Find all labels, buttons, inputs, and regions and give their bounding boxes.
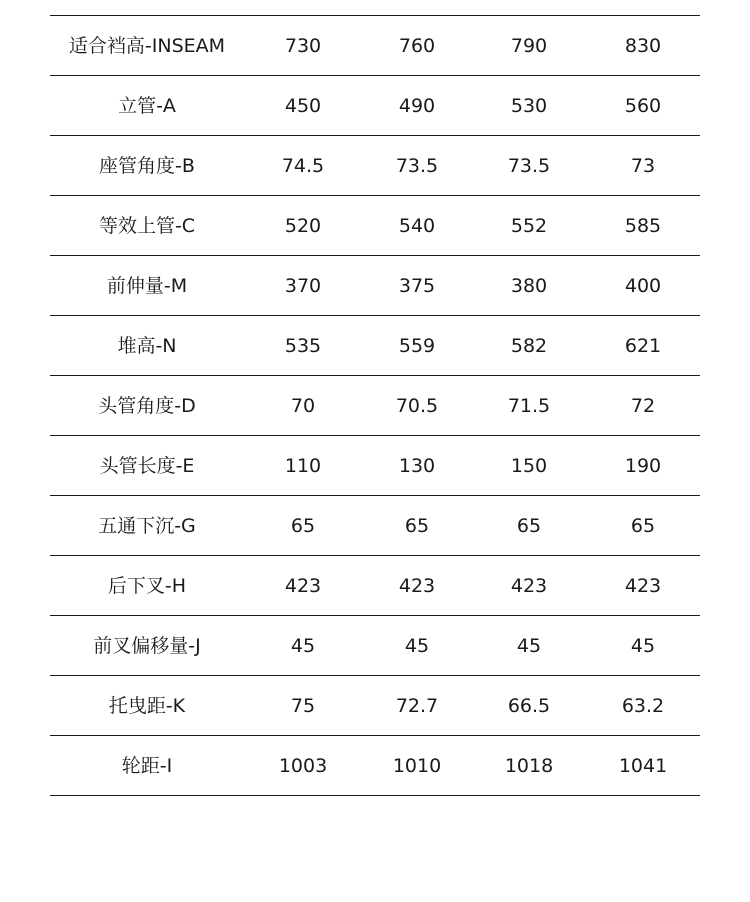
size-value: 1010 (392, 755, 442, 777)
size-value: 70 (290, 395, 316, 417)
row-label: 堆高-N (117, 335, 177, 357)
size-value: 130 (398, 455, 436, 477)
size-value: 1003 (278, 755, 328, 777)
table-row (50, 736, 700, 796)
row-label: 座管角度-B (99, 155, 195, 177)
size-value: 730 (284, 35, 322, 57)
size-value: 760 (398, 35, 436, 57)
size-value: 73.5 (507, 155, 551, 177)
row-label: 等效上管-C (98, 215, 196, 237)
row-label: 头管角度-D (98, 395, 196, 417)
table-row (50, 256, 700, 316)
size-value: 582 (510, 335, 548, 357)
size-value: 423 (624, 575, 662, 597)
row-label: 立管-A (118, 95, 176, 117)
size-value: 45 (290, 635, 316, 657)
size-value: 45 (404, 635, 430, 657)
size-value: 65 (404, 515, 430, 537)
row-label: 轮距-I (121, 755, 173, 777)
table-row (50, 196, 700, 256)
size-value: 190 (624, 455, 662, 477)
size-value: 75 (290, 695, 316, 717)
size-value: 65 (516, 515, 542, 537)
table-row (50, 496, 700, 556)
row-label: 五通下沉-G (98, 515, 196, 537)
table-row (50, 436, 700, 496)
size-value: 70.5 (395, 395, 439, 417)
size-value: 74.5 (281, 155, 325, 177)
size-value: 400 (624, 275, 662, 297)
size-value: 790 (510, 35, 548, 57)
row-label: 后下叉-H (107, 575, 187, 597)
size-value: 63.2 (621, 695, 665, 717)
size-value: 65 (290, 515, 316, 537)
size-value: 552 (510, 215, 548, 237)
row-label: 适合裆高-INSEAM (68, 35, 226, 57)
size-value: 585 (624, 215, 662, 237)
size-value: 72.7 (395, 695, 439, 717)
size-value: 535 (284, 335, 322, 357)
size-value: 45 (630, 635, 656, 657)
size-value: 423 (398, 575, 436, 597)
size-value: 450 (284, 95, 322, 117)
table-row (50, 376, 700, 436)
size-value: 621 (624, 335, 662, 357)
table-row (50, 316, 700, 376)
size-value: 66.5 (507, 695, 551, 717)
table-row (50, 676, 700, 736)
size-value: 150 (510, 455, 548, 477)
size-value: 559 (398, 335, 436, 357)
row-label: 头管长度-E (99, 455, 195, 477)
table-row (50, 556, 700, 616)
size-value: 65 (630, 515, 656, 537)
size-value: 830 (624, 35, 662, 57)
size-value: 72 (630, 395, 656, 417)
table-row (50, 616, 700, 676)
size-value: 1018 (504, 755, 554, 777)
size-value: 110 (284, 455, 322, 477)
size-value: 45 (516, 635, 542, 657)
size-value: 423 (510, 575, 548, 597)
size-value: 380 (510, 275, 548, 297)
size-value: 530 (510, 95, 548, 117)
size-value: 540 (398, 215, 436, 237)
size-value: 73 (630, 155, 656, 177)
size-value: 520 (284, 215, 322, 237)
size-value: 73.5 (395, 155, 439, 177)
row-label: 托曳距-K (108, 695, 186, 717)
size-value: 71.5 (507, 395, 551, 417)
geometry-table (50, 0, 700, 796)
table-row (50, 136, 700, 196)
size-value: 423 (284, 575, 322, 597)
table-row (50, 0, 700, 16)
row-label: 前叉偏移量-J (93, 635, 201, 657)
size-value: 560 (624, 95, 662, 117)
size-value: 1041 (618, 755, 668, 777)
size-value: 370 (284, 275, 322, 297)
size-value: 490 (398, 95, 436, 117)
table-row (50, 76, 700, 136)
size-value: 375 (398, 275, 436, 297)
row-label: 前伸量-M (106, 275, 188, 297)
table-row (50, 16, 700, 76)
